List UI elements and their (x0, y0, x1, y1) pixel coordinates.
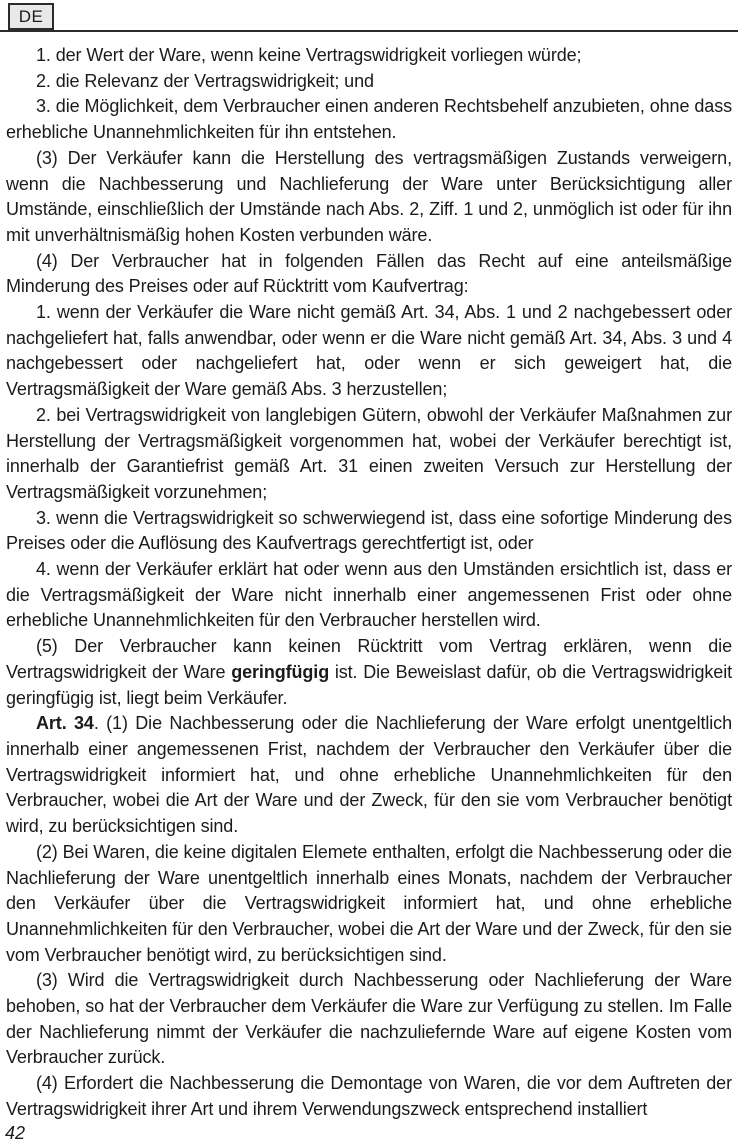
header-rule (0, 0, 738, 32)
paragraph (6, 43, 732, 69)
text-run: (3) Der Verkäufer kann die Herstellung des vertragsmäßigen Zustands verweigern, wenn die Nachbesserung und Nachlieferung der Ware unter Berücksichtigung aller Umstände, einschließlich der Umstände nach Abs. 2, Ziff. 1 und 2, unmöglich ist oder für ihn mit unverhältnismäßig hohen Kosten verbunden wäre. (6, 147, 732, 245)
language-tab-de[interactable] (8, 3, 54, 30)
paragraph (6, 711, 732, 840)
paragraph (6, 94, 732, 145)
text-run: 1. wenn der Verkäufer die Ware nicht gemäß Art. 34, Abs. 1 und 2 nachgebessert oder nachgeliefert hat, falls anwendbar, oder wenn er die Ware nicht gemäß Art. 34, Abs. 3 und 4 nachgebessert oder nachgeliefert hat, oder wenn er sich geweigert hat, die Vertragsmäßigkeit der Ware gemäß Abs. 3 herzustellen; (6, 302, 732, 400)
paragraph (6, 146, 732, 249)
text-run: ist. Die Beweislast dafür, ob die Vertragswidrigkeit geringfügig ist, liegt beim Verkäufer. (6, 661, 732, 708)
text-run: (5) Der Verbraucher kann keinen Rücktritt vom Vertrag erklären, wenn die Vertragswidrigkeit der Ware (6, 636, 732, 682)
paragraph (6, 968, 732, 1071)
text-run: . (1) Die Nachbesserung oder die Nachlieferung der Ware erfolgt unentgeltlich innerhalb einer angemessenen Frist, nachdem der Verbraucher den Verkäufer über die Vertragswidrigkeit informiert hat, und ohne erhebliche Unannehmlichkeiten für den Verbraucher, wobei die Art der Ware und der Zweck, für den sie vom Verbraucher benötigt wird, zu berücksichtigen sind. (6, 713, 732, 837)
paragraph (6, 1071, 732, 1122)
text-run: 3. wenn die Vertragswidrigkeit so schwerwiegend ist, dass eine sofortige Minderung des Preises oder die Auflösung des Kaufvertrags gerechtfertigt ist, oder (6, 507, 732, 554)
paragraph (6, 840, 732, 969)
paragraph (6, 506, 732, 557)
page-number: 42 (5, 1123, 26, 1143)
text-run: (2) Bei Waren, die keine digitalen Elemete enthalten, erfolgt die Nachbesserung oder die Nachlieferung der Ware unentgeltlich innerhalb eines Monats, nachdem der Verbraucher den Verkäufer über die Vertragswidrigkeit informiert hat, und ohne erhebliche Unannehmlichkeiten für den Verbraucher, wobei die Art der Ware und der Zweck, für den sie vom Verbraucher benötigt wird, zu berücksichtigen sind. (6, 841, 732, 965)
document-body (0, 32, 738, 1123)
paragraph (6, 300, 732, 403)
paragraph (6, 557, 732, 634)
paragraph (6, 249, 732, 300)
text-run: 1. der Wert der Ware, wenn keine Vertragswidrigkeit vorliegen würde; (36, 45, 582, 65)
paragraph (6, 634, 732, 711)
text-run: 3. die Möglichkeit, dem Verbraucher einen anderen Rechtsbehelf anzubieten, ohne dass erhebliche Unannehmlichkeiten für ihn entstehen. (6, 96, 732, 143)
language-tab-label: DE (18, 6, 44, 26)
bold-text-run: Art. 34 (36, 713, 94, 734)
text-run: (3) Wird die Vertragswidrigkeit durch Nachbesserung oder Nachlieferung der Ware behoben, so hat der Verbraucher dem Verkäufer die Ware zur Verfügung zu stellen. Im Falle der Nachlieferung nimmt der Verkäufer die nachzuliefernde Ware auf eigene Kosten vom Verbraucher zurück. (6, 970, 732, 1068)
text-run: (4) Der Verbraucher hat in folgenden Fällen das Recht auf eine anteilsmäßige Minderung des Preises oder auf Rücktritt vom Kaufvertrag: (6, 250, 732, 297)
text-run: 4. wenn der Verkäufer erklärt hat oder wenn aus den Umständen ersichtlich ist, dass er die Vertragsmäßigkeit der Ware nicht innerhalb einer angemessenen Frist oder ohne erhebliche Unannehmlichkeiten für den Verbraucher herstellen wird. (6, 559, 732, 631)
paragraph (6, 403, 732, 506)
text-run: 2. die Relevanz der Vertragswidrigkeit; und (36, 70, 374, 91)
text-run: 2. bei Vertragswidrigkeit von langlebigen Gütern, obwohl der Verkäufer Maßnahmen zur Herstellung der Vertragsmäßigkeit vorgenommen hat, wobei der Verkäufer berechtigt ist, innerhalb der Garantiefrist gemäß Art. 31 einen zweiten Versuch zur Herstellung der Vertragsmäßigkeit vorzunehmen; (6, 404, 732, 502)
text-run: (4) Erfordert die Nachbesserung die Demontage von Waren, die vor dem Auftreten der Vertragswidrigkeit ihrer Art und ihrem Verwendungszweck entsprechend installiert (6, 1073, 732, 1119)
bold-text-run: geringfügig (231, 661, 330, 682)
paragraph (6, 69, 732, 95)
